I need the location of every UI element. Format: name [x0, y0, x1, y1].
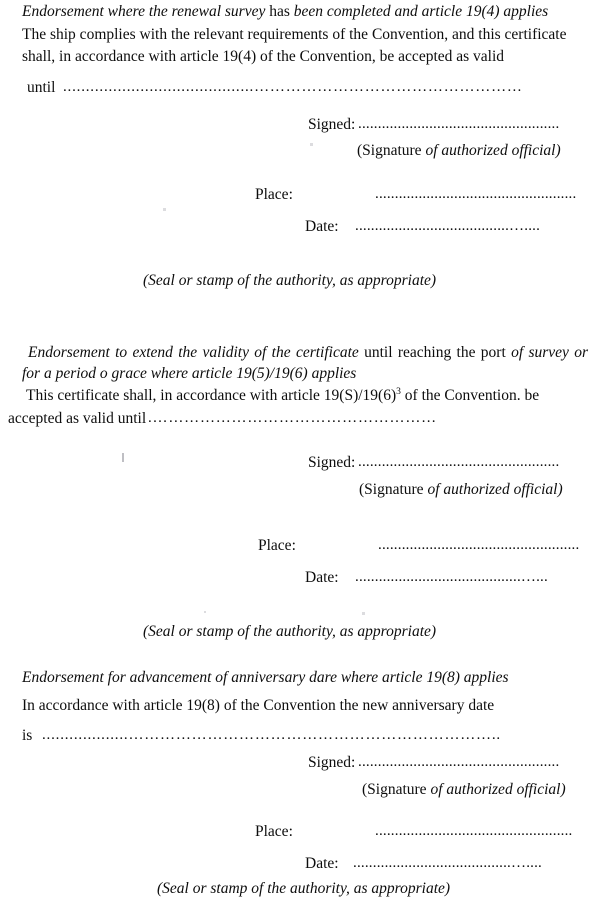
section2-heading-line-1	[28, 345, 588, 361]
section3-body-line-1: In accordance with article 19(8) of the Convention the new anniversary date	[22, 697, 495, 714]
section2-body-footnote-marker: 3	[396, 385, 401, 397]
section1-body-line-2: shall, in accordance with article 19(4) of the Convention, be accepted as valid	[22, 48, 505, 65]
section2-signature-caption	[359, 482, 563, 498]
section3-is-label: is	[22, 727, 33, 744]
section1-date-label: Date:	[305, 218, 339, 235]
section2-signature-caption-upright: (Signature	[359, 481, 424, 498]
section1-place-dots[interactable]: ...................................................	[375, 186, 577, 202]
section3-signature-caption-italic: of authorized official)	[430, 781, 566, 798]
section1-heading	[22, 4, 578, 20]
section1-heading-part1: Endorsement where the renewal survey	[22, 3, 266, 20]
section2-signed-label: Signed:	[308, 454, 356, 471]
section1-body-line-1: The ship complies with the relevant requirements of the Convention, and this certificate	[22, 26, 567, 43]
section3-signed-label: Signed:	[308, 754, 356, 771]
section3-is-dots[interactable]: ...................……………………………………………………………..	[42, 727, 501, 743]
scan-speck-4	[362, 612, 365, 615]
section2-body-line-2-dots[interactable]: .………………………………………………	[148, 410, 437, 426]
section2-body-line-1-b: of the Convention. be	[400, 387, 540, 404]
section1-seal-caption: (Seal or stamp of the authority, as appropriate)	[143, 272, 437, 289]
section1-heading-part3: been completed and article 19(4) applies	[293, 3, 549, 20]
scan-speck-1	[122, 453, 124, 462]
section1-signature-caption	[357, 143, 561, 159]
section3-heading: Endorsement for advancement of anniversary dare where article 19(8) applies	[22, 669, 509, 686]
section2-place-dots[interactable]: ...................................................	[378, 537, 580, 553]
section3-seal-caption: (Seal or stamp of the authority, as appropriate)	[157, 880, 451, 897]
section1-until-dots[interactable]: ..........................................……………………………………………	[63, 79, 523, 95]
section2-signature-caption-italic: of authorized official)	[427, 481, 563, 498]
section2-heading-upright: until reaching the port	[364, 344, 506, 361]
scan-speck-5	[204, 611, 206, 613]
section1-heading-part2: has	[269, 3, 290, 20]
section3-date-label: Date:	[305, 855, 339, 872]
section2-seal-caption: (Seal or stamp of the authority, as appropriate)	[143, 623, 437, 640]
scan-speck-3	[310, 143, 313, 146]
section1-signed-dots[interactable]: ...................................................	[358, 116, 560, 132]
section1-place-label: Place:	[255, 186, 293, 203]
section3-date-dots[interactable]: ........................................…....	[353, 855, 542, 871]
section2-heading-line-2: for a period o grace where article 19(5)/19(6) applies	[22, 365, 357, 382]
section1-signature-caption-upright: (Signature	[357, 142, 422, 159]
section2-heading-italic-a: Endorsement to extend the validity of the certificate	[28, 344, 359, 361]
section3-place-dots[interactable]: ..................................................	[375, 823, 573, 839]
section3-signature-caption	[362, 782, 566, 798]
scan-speck-2	[163, 208, 166, 211]
section1-signature-caption-italic: of authorized official)	[425, 142, 561, 159]
section2-body-line-1-a: This certificate shall, in accordance with article 19(S)/19(6)	[26, 387, 397, 404]
section2-body-line-2-label: accepted as valid until	[8, 410, 147, 427]
section3-signed-dots[interactable]: ...................................................	[358, 754, 560, 770]
section2-body-line-1	[26, 385, 540, 404]
section2-heading-italic-b: of survey or	[511, 344, 589, 361]
section1-signed-label: Signed:	[308, 116, 356, 133]
section1-date-dots[interactable]: .......................................…....	[355, 218, 541, 234]
section3-place-label: Place:	[255, 823, 293, 840]
section2-date-dots[interactable]: ..........................................…...	[355, 569, 548, 585]
section2-date-label: Date:	[305, 569, 339, 586]
section1-until-label: until	[27, 79, 56, 96]
section2-signed-dots[interactable]: ...................................................	[358, 454, 560, 470]
section2-place-label: Place:	[258, 537, 296, 554]
section3-signature-caption-upright: (Signature	[362, 781, 427, 798]
